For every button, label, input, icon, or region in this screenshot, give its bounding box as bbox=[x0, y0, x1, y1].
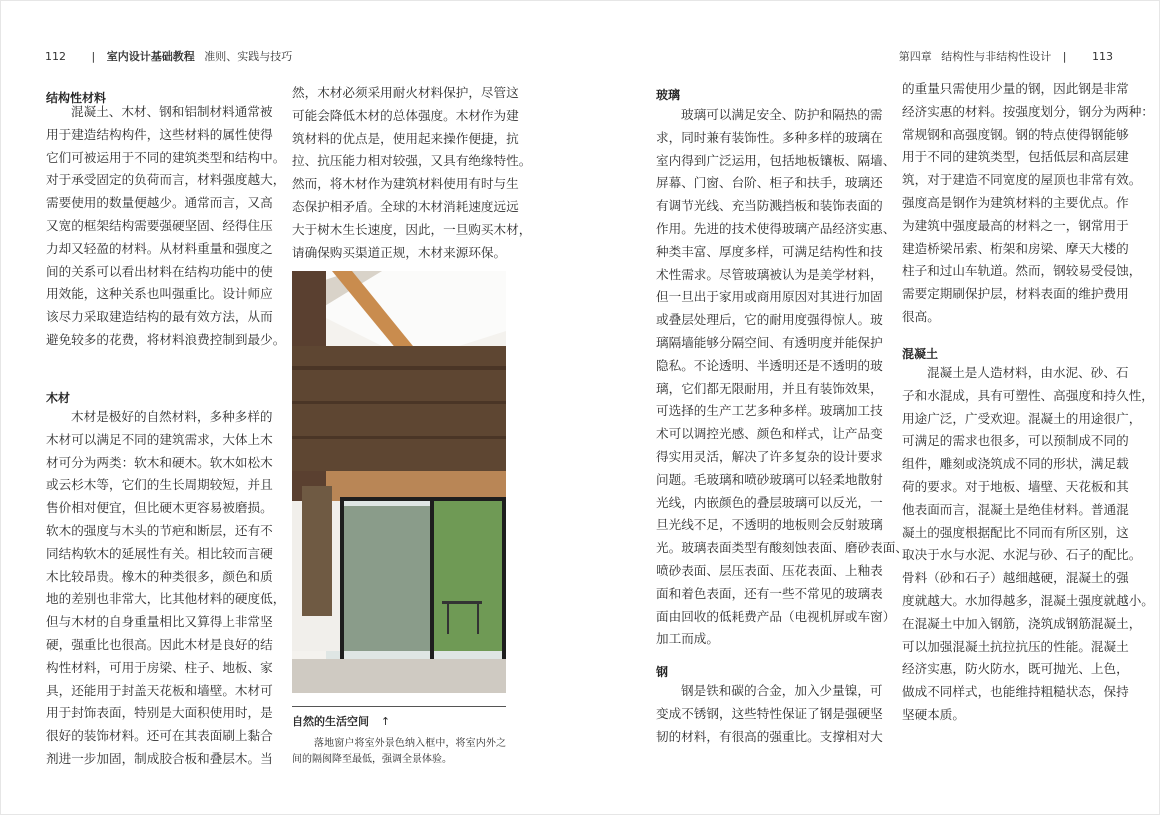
text-line: 力却又轻盈的材料。从材料重量和强度之 bbox=[46, 240, 273, 256]
text-line: 同结构软木的延展性有关。相比较而言硬 bbox=[46, 545, 273, 561]
paragraph-glass bbox=[656, 104, 908, 651]
text-line: 柱子和过山车轨道。然而，钢较易受侵蚀， bbox=[902, 263, 1142, 279]
caption-title-text: 自然的生活空间 bbox=[292, 715, 369, 728]
text-line: 间的关系可以看出材料在结构功能中的使 bbox=[46, 263, 273, 279]
text-line: 用于建造结构构件，这些材料的属性使得 bbox=[46, 126, 273, 142]
text-line: 但一旦出于家用或商用原因对其进行加固 bbox=[656, 289, 883, 305]
text-line: 拉、抗压能力相对较强，又具有绝缘特性。 bbox=[292, 153, 532, 169]
text-line: 得实用灵活，解决了许多复杂的设计要求 bbox=[656, 448, 883, 464]
text-line: 硬，强重比也很高。因此木材是良好的结 bbox=[46, 636, 273, 652]
text-line: 可选择的生产工艺多种多样。玻璃加工技 bbox=[656, 403, 883, 419]
text-line: 用于封饰表面，特别是大面积使用时，是 bbox=[46, 705, 273, 721]
text-line: 在混凝土中加入钢筋，浇筑成钢筋混凝土， bbox=[902, 615, 1142, 631]
text-line: 韧的材料，有很高的强重比。支撑相对大 bbox=[656, 728, 883, 744]
text-line: 具，还能用于封盖天花板和墙壁。木材可 bbox=[46, 682, 273, 698]
text-line: 请确保购买渠道正规，木材来源环保。 bbox=[292, 244, 507, 260]
paragraph-wood-continued bbox=[292, 82, 532, 264]
text-line: 用效能，这种关系也叫强重比。设计师应 bbox=[46, 286, 273, 302]
text-line: 间的隔阂降至最低，强调全景体验。 bbox=[292, 754, 452, 765]
heading-concrete: 混凝土 bbox=[902, 347, 939, 361]
text-line: 问题。毛玻璃和喷砂玻璃可以轻柔地散射 bbox=[656, 471, 883, 487]
text-line: 经济实惠，防火防水，既可抛光、上色， bbox=[902, 661, 1129, 677]
text-line: 落地窗户将室外景色纳入框中，将室内外之 bbox=[314, 738, 506, 749]
paragraph-concrete bbox=[902, 362, 1154, 727]
text-line: 作用。先进的技术使得玻璃产品经济实惠、 bbox=[656, 220, 896, 236]
text-line: 用途广泛，广受欢迎。混凝土的用途很广， bbox=[902, 410, 1142, 426]
text-line: 该尽力采取建造结构的最有效方法，从而 bbox=[46, 309, 273, 325]
text-line: 混凝土、木材、钢和铝制材料通常被 bbox=[71, 104, 273, 119]
text-line: 软木的强度与木头的节疤和断层，还有不 bbox=[46, 522, 273, 538]
heading-structural: 结构性材料 bbox=[46, 91, 107, 105]
text-line: 可满足的需求也很多，可以预制成不同的 bbox=[902, 433, 1129, 449]
page-number-right: 113 bbox=[1092, 50, 1113, 63]
book-title: 室内设计基础教程 bbox=[106, 50, 195, 63]
arrow-up-icon: ↑ bbox=[380, 715, 391, 728]
left-running-head bbox=[45, 48, 292, 64]
text-line: 面和着色表面，还有一些不常见的玻璃表 bbox=[656, 585, 883, 601]
text-line: 然而，将木材作为建筑材料使用有时与生 bbox=[292, 176, 519, 192]
text-line: 隐私。不论透明、半透明还是不透明的玻 bbox=[656, 357, 883, 373]
text-line: 态保护相矛盾。全球的木材消耗速度远远 bbox=[292, 198, 519, 214]
text-line: 坚硬本质。 bbox=[902, 706, 965, 722]
text-line: 的重量只需使用少量的钢，因此钢是非常 bbox=[902, 81, 1129, 96]
text-line: 组件，雕刻或浇筑成不同的形状，满足载 bbox=[902, 456, 1129, 472]
text-line: 度就越大。水加得越多，混凝土强度就越小。 bbox=[902, 592, 1154, 608]
text-line: 地的差别也非常大，比其他材料的硬度低， bbox=[46, 591, 286, 607]
text-line: 很高。 bbox=[902, 308, 940, 324]
text-line: 大于树木生长速度，因此，一旦购买木材， bbox=[292, 221, 532, 237]
text-line: 面由回收的低耗费产品（电视机屏或车窗） bbox=[656, 608, 896, 624]
text-line: 很好的装饰材料。还可在其表面刷上黏合 bbox=[46, 728, 273, 744]
text-line: 它们可被运用于不同的建筑类型和结构中。 bbox=[46, 149, 286, 165]
text-line: 建造桥梁吊索、桁架和房梁、摩天大楼的 bbox=[902, 240, 1129, 256]
text-line: 又宽的框架结构需要强硬坚固、经得住压 bbox=[46, 217, 273, 233]
separator: | bbox=[91, 50, 96, 63]
living-space-illustration bbox=[292, 271, 506, 693]
paragraph-steel bbox=[656, 680, 883, 748]
chapter-number: 第四章 bbox=[898, 50, 932, 63]
text-line: 剂进一步加固，制成胶合板和叠层木。当 bbox=[46, 750, 273, 766]
text-line: 需要定期刷保护层，材料表面的维护费用 bbox=[902, 286, 1129, 302]
heading-wood: 木材 bbox=[46, 391, 71, 405]
text-line: 常规钢和高强度钢。钢的特点使得钢能够 bbox=[902, 126, 1129, 142]
text-line: 混凝土是人造材料，由水泥、砂、石 bbox=[927, 365, 1129, 380]
paragraph-steel-continued bbox=[902, 78, 1154, 329]
caption-rule bbox=[292, 706, 506, 707]
text-line: 钢是铁和碳的合金，加入少量镍，可 bbox=[681, 683, 883, 698]
paragraph-structural bbox=[46, 101, 286, 352]
text-line: 构性材料，可用于房梁、柱子、地板、家 bbox=[46, 659, 273, 675]
text-line: 可以加强混凝土抗拉抗压的性能。混凝土 bbox=[902, 638, 1129, 654]
caption-text bbox=[292, 736, 506, 768]
text-line: 求，同时兼有装饰性。多种多样的玻璃在 bbox=[656, 129, 883, 145]
text-line: 光。玻璃表面类型有酸刻蚀表面、磨砂表面、 bbox=[656, 540, 908, 556]
text-line: 强度高是钢作为建筑材料的主要优点。作 bbox=[902, 194, 1129, 210]
text-line: 售价相对便宜，但比硬木更容易被磨损。 bbox=[46, 500, 273, 516]
separator: | bbox=[1062, 50, 1067, 63]
book-subtitle: 准则、实践与技巧 bbox=[204, 50, 293, 63]
text-line: 对于承受固定的负荷而言，材料强度越大， bbox=[46, 172, 286, 188]
text-line: 子和水混成，具有可塑性、高强度和持久性， bbox=[902, 387, 1154, 403]
text-line: 木材是极好的自然材料，多种多样的 bbox=[71, 409, 273, 424]
text-line: 他表面而言，混凝土是绝佳材料。普通混 bbox=[902, 501, 1129, 517]
text-line: 旦光线不足，不透明的地板则会反射玻璃 bbox=[656, 517, 883, 533]
text-line: 玻璃可以满足安全、防护和隔热的需 bbox=[681, 107, 883, 122]
paragraph-wood bbox=[46, 406, 286, 771]
text-line: 加工而成。 bbox=[656, 631, 719, 647]
text-line: 做成不同样式，也能维持粗糙状态，保持 bbox=[902, 684, 1129, 700]
chapter-title: 结构性与非结构性设计 bbox=[941, 50, 1052, 63]
text-line: 需要使用的数量便越少。通常而言，又高 bbox=[46, 195, 273, 211]
text-line: 为建筑中强度最高的材料之一，钢常用于 bbox=[902, 217, 1129, 233]
text-line: 筑材料的优点是，使用起来操作便捷，抗 bbox=[292, 130, 519, 146]
text-line: 璃，它们都无限耐用，并且有装饰效果， bbox=[656, 380, 883, 396]
text-line: 然，木材必须采用耐火材料保护，尽管这 bbox=[292, 85, 519, 100]
text-line: 变成不锈钢，这些特性保证了钢是强硬坚 bbox=[656, 705, 883, 721]
text-line: 屏幕、门窗、台阶、柜子和扶手，玻璃还 bbox=[656, 175, 883, 191]
text-line: 术可以调控光感、颜色和样式，让产品变 bbox=[656, 426, 883, 442]
text-line: 经济实惠的材料。按强度划分，钢分为两种： bbox=[902, 103, 1154, 119]
text-line: 木材可以满足不同的建筑需求，大体上木 bbox=[46, 431, 273, 447]
text-line: 光线，内嵌颜色的叠层玻璃可以反光，一 bbox=[656, 494, 883, 510]
heading-glass: 玻璃 bbox=[656, 88, 681, 102]
text-line: 骨料（砂和石子）越细越硬，混凝土的强 bbox=[902, 570, 1129, 586]
text-line: 术性需求。尽管玻璃被认为是美学材料， bbox=[656, 266, 883, 282]
text-line: 或叠层处理后，它的耐用度强得惊人。玻 bbox=[656, 312, 883, 328]
text-line: 取决于水与水泥、水泥与砂、石子的配比。 bbox=[902, 547, 1142, 563]
text-line: 材可分为两类：软木和硬木。软木如松木 bbox=[46, 454, 273, 470]
text-line: 凝土的强度根据配比不同而有所区别，这 bbox=[902, 524, 1129, 540]
text-line: 但与木材的自身重量相比又算得上非常坚 bbox=[46, 614, 273, 630]
text-line: 木比较昂贵。橡木的种类很多，颜色和质 bbox=[46, 568, 273, 584]
text-line: 或云杉木等，它们的生长周期较短，并且 bbox=[46, 477, 273, 493]
text-line: 荷的要求。对于地板、墙壁、天花板和其 bbox=[902, 478, 1129, 494]
caption-title bbox=[292, 713, 390, 729]
page-number-left: 112 bbox=[45, 50, 66, 63]
text-line: 避免较多的花费，将材料浪费控制到最少。 bbox=[46, 331, 286, 347]
text-line: 喷砂表面、层压表面、压花表面、上釉表 bbox=[656, 562, 883, 578]
text-line: 筑，对于建造不同宽度的屋顶也非常有效。 bbox=[902, 172, 1142, 188]
text-line: 室内得到广泛运用，包括地板镶板、隔墙、 bbox=[656, 152, 896, 168]
text-line: 璃隔墙能够分隔空间、有透明度并能保护 bbox=[656, 334, 883, 350]
right-running-head bbox=[899, 48, 1113, 64]
interior-photo bbox=[292, 271, 506, 693]
text-line: 有调节光线、充当防溅挡板和装饰表面的 bbox=[656, 198, 883, 214]
text-line: 种类丰富、厚度多样，可满足结构性和技 bbox=[656, 243, 883, 259]
heading-steel: 钢 bbox=[656, 665, 669, 679]
text-line: 用于不同的建筑类型，包括低层和高层建 bbox=[902, 149, 1129, 165]
text-line: 可能会降低木材的总体强度。木材作为建 bbox=[292, 107, 519, 123]
